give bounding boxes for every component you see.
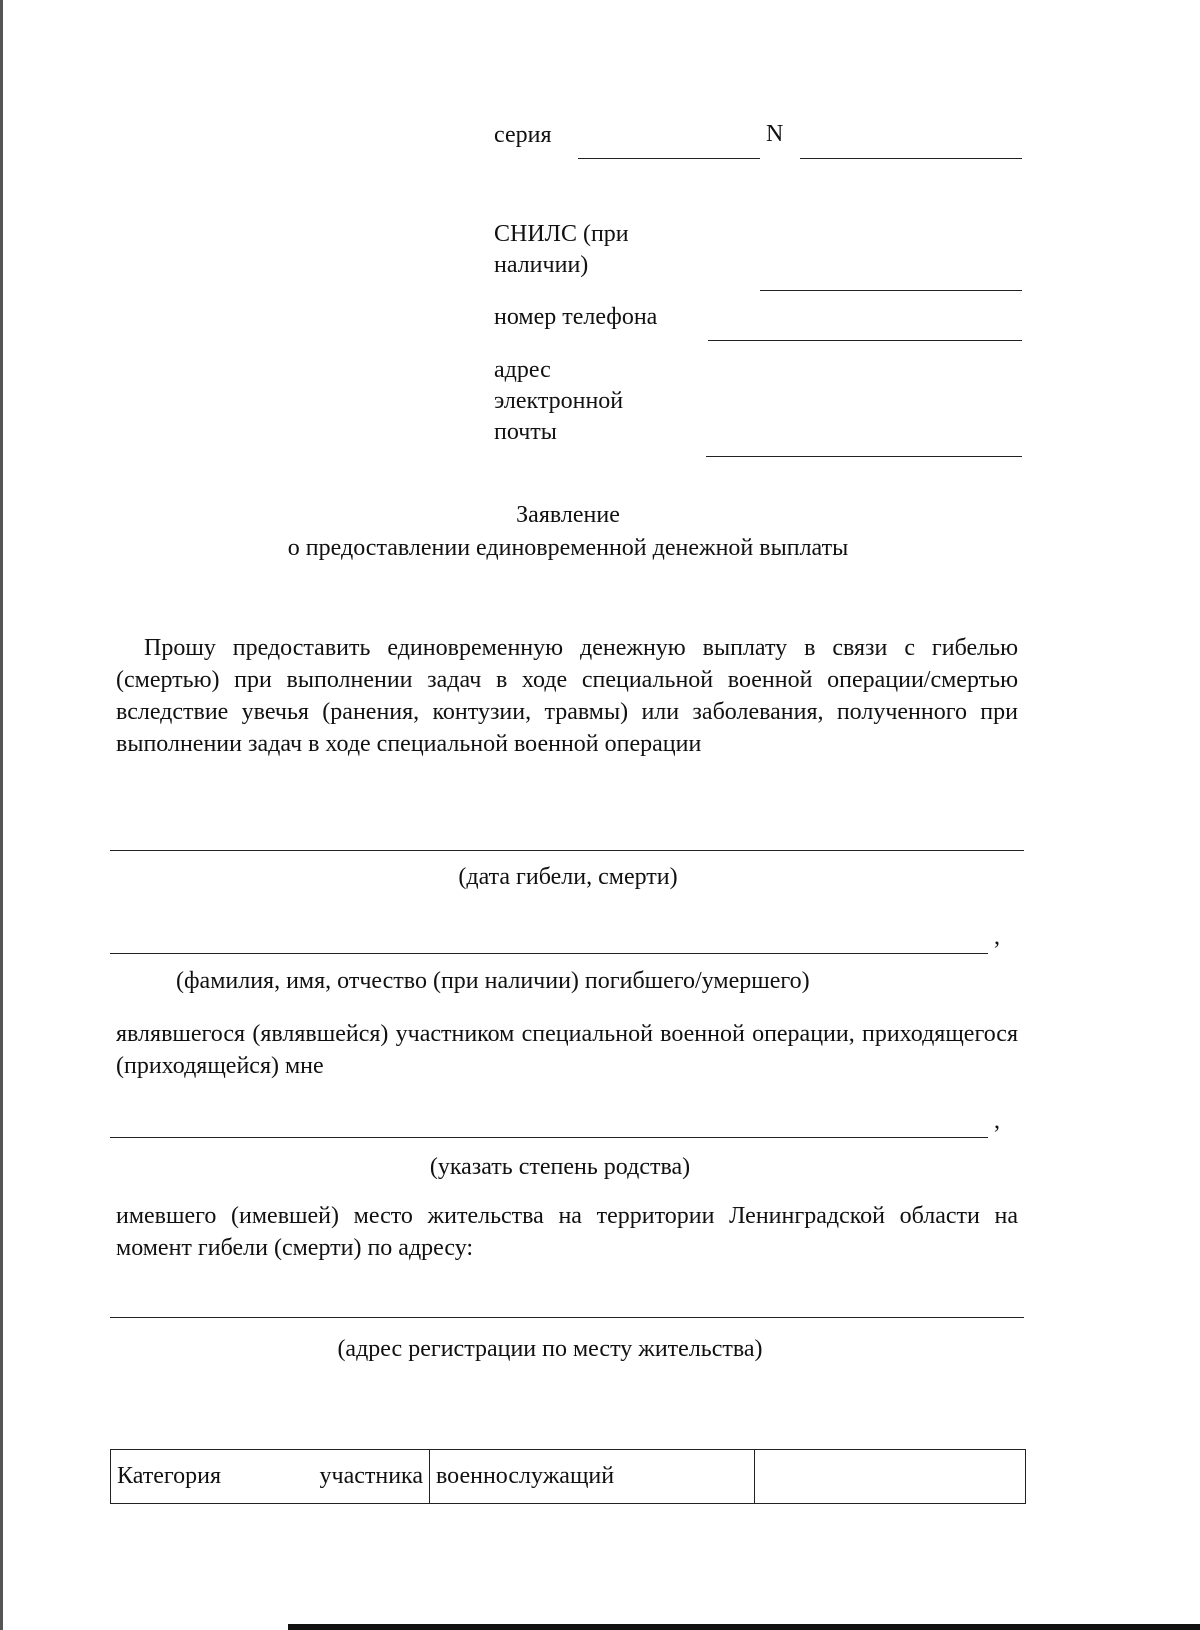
- death-date-field[interactable]: [110, 850, 1024, 851]
- relation-caption: (указать степень родства): [429, 1154, 691, 1180]
- category-value-cell: военнослужащий: [430, 1450, 755, 1504]
- comma-2: ,: [994, 1108, 1000, 1134]
- phone-label: номер телефона: [494, 304, 658, 330]
- series-field[interactable]: [578, 158, 760, 159]
- snils-label-line2: наличии): [494, 252, 589, 278]
- category-label-word1: Категория: [117, 1463, 221, 1489]
- snils-label-line1: СНИЛС (при: [494, 221, 629, 247]
- address-field[interactable]: [110, 1317, 1024, 1318]
- relation-field[interactable]: [110, 1137, 988, 1138]
- document-subtitle: о предоставлении единовременной денежной выплаты: [287, 535, 849, 561]
- email-label-line1: адрес: [494, 357, 551, 383]
- category-check-cell[interactable]: [755, 1450, 1026, 1504]
- category-label-cell: [111, 1450, 430, 1504]
- number-field[interactable]: [800, 158, 1022, 159]
- category-label-word2: участника: [319, 1463, 423, 1489]
- residence-paragraph: имевшего (имевшей) место жительства на территории Ленинградской области на момент гибели (смерти) по адресу:: [116, 1203, 1018, 1261]
- category-row: [111, 1450, 1026, 1504]
- participant-paragraph: являвшегося (являвшейся) участником специальной военной операции, приходящегося (приходящейся) мне: [116, 1021, 1018, 1079]
- scan-left-edge: [0, 0, 3, 1630]
- email-field[interactable]: [706, 456, 1022, 457]
- deceased-name-field[interactable]: [110, 953, 988, 954]
- number-label: N: [766, 121, 784, 147]
- death-date-caption: (дата гибели, смерти): [458, 864, 678, 890]
- request-paragraph: Прошу предоставить единовременную денежную выплату в связи с гибелью (смертью) при выполнении задач в ходе специальной военной операции/смертью вследствие увечья (ранения, контузии, травмы) или заболевания, полученного при выполнении задач в ходе специальной военной операции: [116, 635, 1018, 757]
- email-label-line2: электронной: [494, 388, 624, 414]
- address-caption: (адрес регистрации по месту жительства): [337, 1336, 763, 1362]
- comma-1: ,: [994, 924, 1000, 950]
- document-title: Заявление: [516, 502, 620, 528]
- phone-field[interactable]: [708, 340, 1022, 341]
- deceased-name-caption: (фамилия, имя, отчество (при наличии) погибшего/умершего): [176, 968, 810, 994]
- series-label: серия: [494, 122, 552, 148]
- category-table: [110, 1449, 1026, 1504]
- snils-field[interactable]: [760, 290, 1022, 291]
- email-label-line3: почты: [494, 419, 557, 445]
- scan-bottom-edge: [288, 1624, 1200, 1630]
